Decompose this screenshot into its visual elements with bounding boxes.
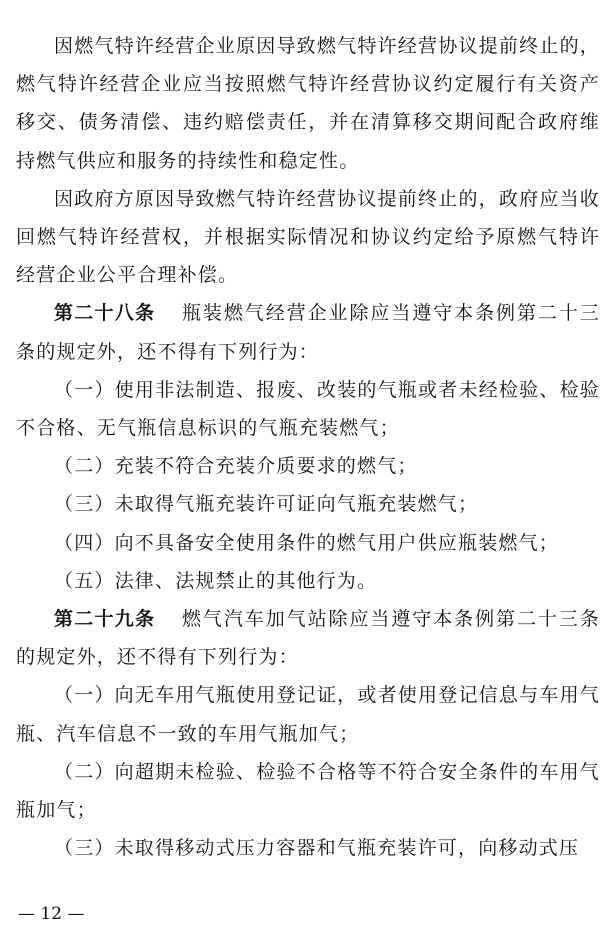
document-body — [16, 27, 600, 867]
list-item: （三）未取得移动式压力容器和气瓶充装许可，向移动式压 — [54, 837, 580, 860]
page-number: — 12 — — [18, 904, 85, 924]
list-item: （五）法律、法规禁止的其他行为。 — [54, 569, 378, 592]
article-28-paragraph — [16, 294, 600, 370]
list-item: （一）向无车用气瓶使用登记证，或者使用登记信息与车用气瓶、汽车信息不一致的车用气瓶加气； — [16, 684, 600, 745]
paragraph: 因燃气特许经营企业原因导致燃气特许经营协议提前终止的，燃气特许经营企业应当按照燃气特许经营协议约定履行有关资产移交、债务清偿、违约赔偿责任，并在清算移交期间配合政府维持燃气供应和服务的持续性和稳定性。 — [16, 35, 600, 172]
article-text: 瓶装燃气经营企业除应当遵守本条例第二十三条的规定外，还不得有下列行为： — [16, 302, 600, 363]
article-29-paragraph — [16, 600, 600, 676]
list-item: （一）使用非法制造、报废、改装的气瓶或者未经检验、检验不合格、无气瓶信息标识的气瓶充装燃气； — [16, 378, 600, 440]
list-item: （二）向超期未检验、检验不合格等不符合安全条件的车用气瓶加气； — [16, 760, 600, 822]
article-heading: 第二十九条 — [54, 608, 156, 631]
article-heading: 第二十八条 — [54, 302, 156, 325]
list-item: （四）向不具备安全使用条件的燃气用户供应瓶装燃气； — [54, 531, 560, 554]
list-item: （二）充装不符合充装介质要求的燃气； — [54, 455, 418, 478]
list-item: （三）未取得气瓶充装许可证向气瓶充装燃气； — [54, 493, 479, 516]
paragraph: 因政府方原因导致燃气特许经营协议提前终止的，政府应当收回燃气特许经营权，并根据实际情况和协议约定给予原燃气特许经营企业公平合理补偿。 — [16, 187, 600, 287]
article-text: 燃气汽车加气站除应当遵守本条例第二十三条的规定外，还不得有下列行为： — [16, 608, 600, 669]
